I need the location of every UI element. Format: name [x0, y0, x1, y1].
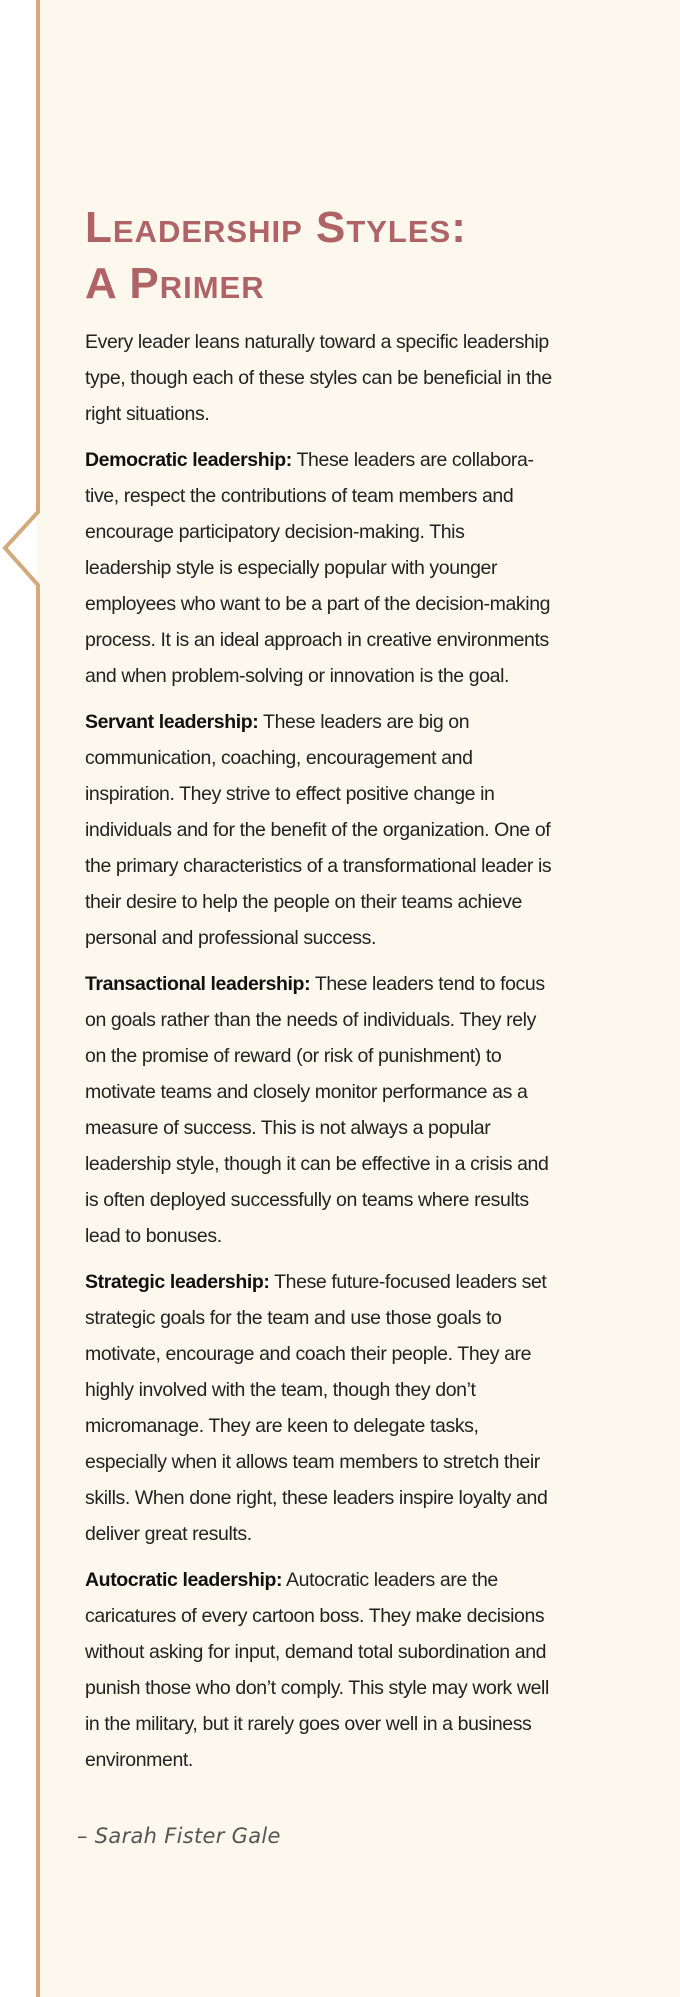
- article-title: [85, 200, 555, 312]
- section-text: These leaders are collaborative, respect the contributions of team members and encourage participatory decision-making. This leadership style is especially popular with younger employees who want to be a part of the decision-making process. It is an ideal approach in creative environments and when problem-solving or innovation is the goal.: [85, 449, 551, 687]
- section-heading: Servant leadership:: [85, 711, 259, 733]
- section-heading: Strategic leadership:: [85, 1271, 270, 1293]
- title-line-2: A Primer: [85, 259, 265, 308]
- section-transactional: [85, 966, 555, 1254]
- section-text: Autocratic leaders are the caricatures of every cartoon boss. They make decisions without asking for input, demand total subordination and punish those who don’t comply. This style may work well in the military, but it rarely goes over well in a business environment.: [85, 1569, 549, 1771]
- section-democratic: [85, 442, 555, 694]
- left-margin-strip: [0, 0, 37, 1997]
- section-text: These future-focused leaders set strategic goals for the team and use those goals to motivate, encourage and coach their people. They are highly involved with the team, though they don’t micromanage. They are keen to delegate tasks, especially when it allows team members to stretch their skills. When done right, these leaders inspire loyalty and deliver great results.: [85, 1271, 548, 1545]
- section-text: These leaders tend to focus on goals rather than the needs of individuals. They rely on the promise of reward (or risk of punishment) to motivate teams and closely monitor performance as a measure of success. This is not always a popular leadership style, though it can be effective in a crisis and is often deployed successfully on teams where results lead to bonuses.: [85, 973, 549, 1247]
- intro-paragraph: Every leader leans naturally toward a specific leadership type, though each of these styles can be beneficial in the right situations.: [85, 331, 552, 425]
- section-servant: [85, 704, 555, 956]
- article-content: [85, 200, 555, 1788]
- section-strategic: [85, 1264, 555, 1552]
- author-byline: – Sarah Fister Gale: [77, 1824, 281, 1848]
- section-text: These leaders are big on communication, coaching, encouragement and inspiration. They strive to effect positive change in individuals and for the benefit of the organization. One of the primary characteristics of a transformational leader is their desire to help the people on their teams achieve personal and professional success.: [85, 711, 552, 949]
- title-line-1: Leadership Styles:: [85, 203, 467, 252]
- section-heading: Democratic leadership:: [85, 449, 292, 471]
- section-heading: Autocratic leadership:: [85, 1569, 283, 1591]
- section-heading: Transactional leadership:: [85, 973, 311, 995]
- section-autocratic: [85, 1562, 555, 1778]
